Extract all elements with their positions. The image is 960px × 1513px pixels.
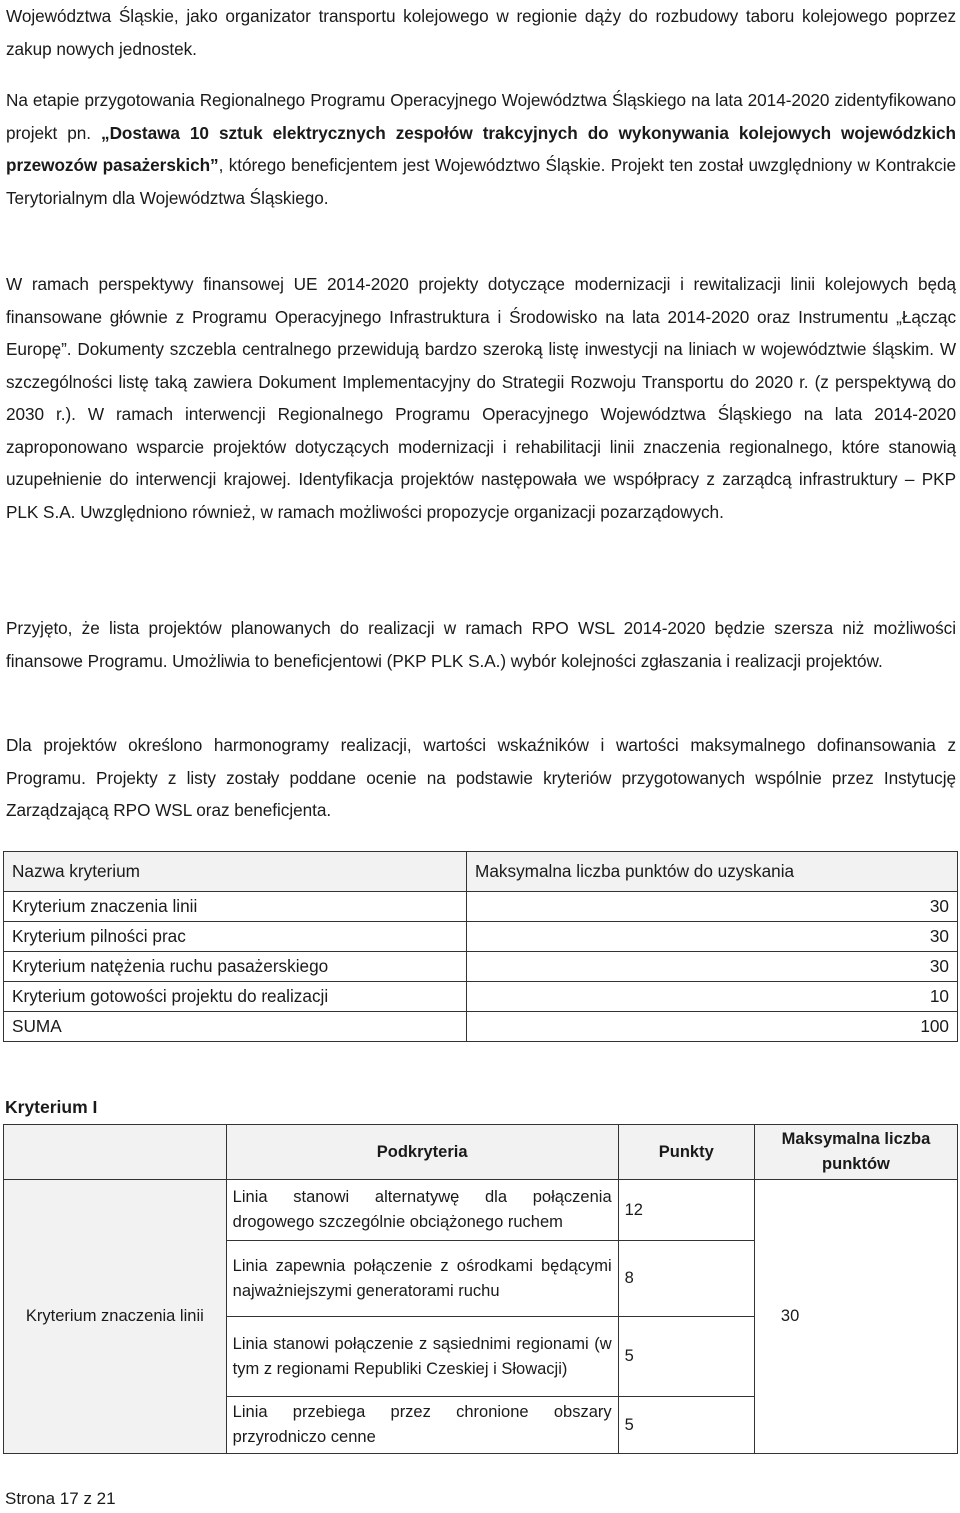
subcriterion-text: Linia stanowi alternatywę dla połączenia drogowego szczególnie obciążonego ruchem bbox=[226, 1180, 618, 1241]
criterion-1-header bbox=[4, 1125, 958, 1180]
subcriterion-points: 5 bbox=[618, 1397, 754, 1454]
criteria-table bbox=[3, 851, 958, 1042]
paragraph-project bbox=[6, 84, 956, 214]
criteria-points: 30 bbox=[467, 892, 958, 922]
criterion-1-title: Kryterium I bbox=[5, 1097, 98, 1117]
subcriterion-points: 8 bbox=[618, 1241, 754, 1317]
criteria-table-header bbox=[4, 852, 958, 892]
criteria-sum-points: 100 bbox=[467, 1012, 958, 1042]
criterion-1-header-max: Maksymalna liczba punktów bbox=[754, 1125, 957, 1180]
project-name: „Dostawa 10 sztuk elektrycznych zespołów trakcyjnych do wykonywania kolejowych wojewódzkich przewozów pasażerskich” bbox=[6, 122, 957, 175]
paragraph-project-list: Przyjęto, że lista projektów planowanych do realizacji w ramach RPO WSL 2014-2020 będzie szersza niż możliwości finansowe Programu. Umożliwia to beneficjentowi (PKP PLK S.A.) wybór kolejności zgłaszania i realizacji projektów. bbox=[6, 618, 956, 671]
criteria-points: 10 bbox=[467, 982, 958, 1012]
paragraph-schedules: Dla projektów określono harmonogramy realizacji, wartości wskaźników i wartości maksymalnego dofinansowania z Programu. Projekty z listy zostały poddane ocenie na podstawie kryteriów przygotowanych wspólnie przez Instytucję Zarządzającą RPO WSL oraz beneficjenta. bbox=[6, 735, 956, 820]
criteria-name: Kryterium znaczenia linii bbox=[4, 892, 467, 922]
criteria-name: Kryterium natężenia ruchu pasażerskiego bbox=[4, 952, 467, 982]
criteria-row bbox=[4, 952, 958, 982]
paragraph-financing: W ramach perspektywy finansowej UE 2014-2020 projekty dotyczące modernizacji i rewitalizacji linii kolejowych będą finansowane głównie z Programu Operacyjnego Infrastruktura i Środowisko na lata 2014-2020 oraz Instrumentu „Łącząc Europę”. Dokumenty szczebla centralnego przewidują bardzo szeroką listę inwestycji na liniach w województwie śląskim. W szczególności listę taką zawiera Dokument Implementacyjny do Strategii Rozwoju Transportu do 2020 r. (z perspektywą do 2030 r.). W ramach interwencji Regionalnego Programu Operacyjnego Województwa Śląskiego na lata 2014-2020 zaproponowano wsparcie projektów dotyczących modernizacji i rehabilitacji linii znaczenia regionalnego, które stanowią uzupełnienie do interwencji krajowej. Identyfikacja projektów następowała we współpracy z zarządcą infrastruktury – PKP PLK S.A. Uwzględniono również, w ramach możliwości propozycje organizacji pozarządowych. bbox=[6, 274, 956, 522]
criteria-sum-label: SUMA bbox=[4, 1012, 467, 1042]
criteria-points: 30 bbox=[467, 952, 958, 982]
criteria-header-name: Nazwa kryterium bbox=[4, 852, 467, 892]
criterion-1-header-points: Punkty bbox=[618, 1125, 754, 1180]
criteria-row bbox=[4, 892, 958, 922]
criteria-row bbox=[4, 922, 958, 952]
criterion-1-header-sub: Podkryteria bbox=[226, 1125, 618, 1180]
criteria-points: 30 bbox=[467, 922, 958, 952]
criteria-header-points: Maksymalna liczba punktów do uzyskania bbox=[467, 852, 958, 892]
subcriterion-text: Linia zapewnia połączenie z ośrodkami będącymi najważniejszymi generatorami ruchu bbox=[226, 1241, 618, 1317]
subcriterion-row bbox=[4, 1180, 958, 1241]
page-number: Strona 17 z 21 bbox=[5, 1489, 116, 1508]
subcriterion-text: Linia stanowi połączenie z sąsiednimi regionami (w tym z regionami Republiki Czeskiej i Słowacji) bbox=[226, 1317, 618, 1397]
criterion-1-max-points: 30 bbox=[754, 1180, 957, 1454]
criterion-1-name: Kryterium znaczenia linii bbox=[4, 1180, 227, 1454]
subcriterion-points: 5 bbox=[618, 1317, 754, 1397]
criteria-name: Kryterium gotowości projektu do realizacji bbox=[4, 982, 467, 1012]
criterion-1-header-empty bbox=[4, 1125, 227, 1180]
criterion-1-table bbox=[3, 1124, 958, 1454]
criteria-row bbox=[4, 982, 958, 1012]
subcriterion-text: Linia przebiega przez chronione obszary przyrodniczo cenne bbox=[226, 1397, 618, 1454]
paragraph-project-tail: , którego beneficjentem jest Województwo Śląskie. Projekt ten został uwzględniony w Kontrakcie Terytorialnym dla Województwa Śląskiego. bbox=[6, 155, 957, 208]
criteria-sum-row bbox=[4, 1012, 958, 1042]
paragraph-project-lead: Na etapie przygotowania Regionalnego Programu Operacyjnego Województwa Śląskiego na lata 2014-2020 zidentyfikowano projekt pn. bbox=[6, 90, 956, 143]
criteria-name: Kryterium pilności prac bbox=[4, 922, 467, 952]
paragraph-intro: Województwa Śląskie, jako organizator transportu kolejowego w regionie dąży do rozbudowy taboru kolejowego poprzez zakup nowych jednostek. bbox=[6, 6, 956, 59]
subcriterion-points: 12 bbox=[618, 1180, 754, 1241]
